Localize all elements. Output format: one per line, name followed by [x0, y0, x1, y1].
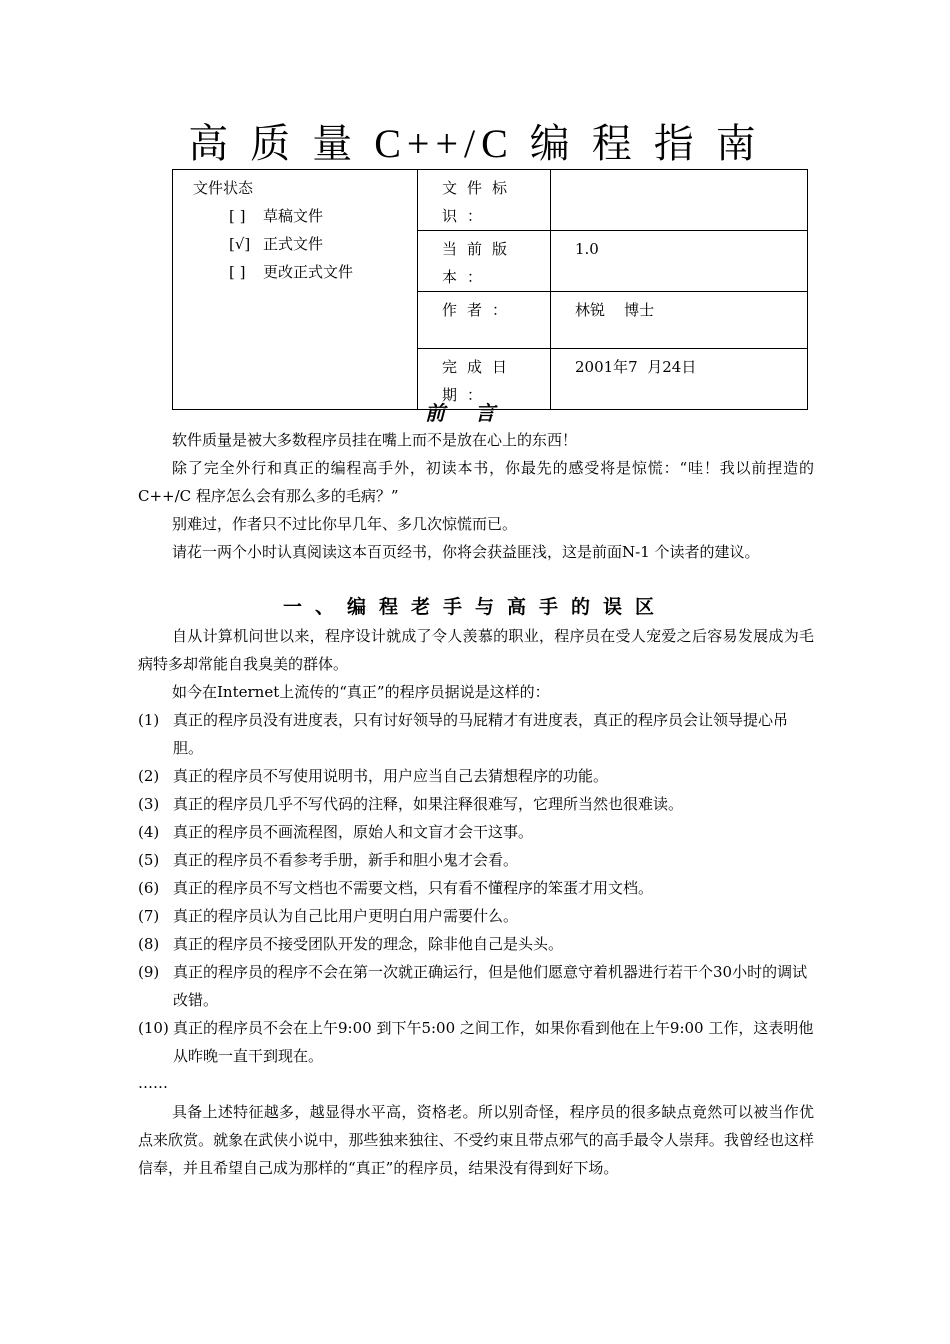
preface-paragraph: 请花一两个小时认真阅读这本百页经书，你将会获益匪浅，这是前面N-1 个读者的建议。	[172, 543, 760, 561]
list-item-number: (5)	[138, 851, 160, 869]
ellipsis: ……	[138, 1074, 168, 1092]
list-item	[138, 762, 814, 790]
list-item	[138, 1014, 814, 1070]
list-item-number: (4)	[138, 823, 160, 841]
preface-paragraph: 软件质量是被大多数程序员挂在嘴上而不是放在心上的东西！	[172, 431, 578, 449]
date-label: 完成日期：	[418, 349, 551, 410]
list-item-number: (1)	[138, 711, 160, 729]
list-item	[138, 930, 814, 958]
list-item-text: 真正的程序员的程序不会在第一次就正确运行，但是他们愿意守着机器进行若干个30小时的调试改错。	[173, 963, 808, 1009]
list-item-text: 真正的程序员几乎不写代码的注释，如果注释很难写，它理所当然也很难读。	[173, 795, 684, 813]
list-item-number: (6)	[138, 879, 160, 897]
list-item	[138, 818, 814, 846]
file-status-title: 文件状态	[193, 179, 254, 197]
document-title: 高 质 量 C++/C 编 程 指 南	[188, 121, 762, 166]
document-info-table	[172, 169, 808, 410]
status-checkbox: [ ]	[229, 207, 246, 225]
list-item-text: 真正的程序员不接受团队开发的理念，除非他自己是头头。	[173, 935, 564, 953]
status-option-draft	[193, 202, 417, 230]
preface-heading: 前言	[425, 401, 525, 425]
closing-paragraph: 具备上述特征越多，越显得水平高，资格老。所以别奇怪，程序员的很多缺点竟然可以被当作优点来欣赏。就象在武侠小说中，那些独来独往、不受约束且带点邪气的高手最令人崇拜。我曾经也这样信奉，并且希望自己成为那样的“真正”的程序员，结果没有得到好下场。	[138, 1103, 814, 1177]
author-label: 作者：	[418, 292, 551, 349]
preface-paragraph: 别难过，作者只不过比你早几年、多几次惊慌而已。	[172, 515, 518, 533]
file-status-cell	[173, 170, 418, 410]
version-label: 当前版本：	[418, 231, 551, 292]
list-item-number: (2)	[138, 767, 160, 785]
status-option-formal	[193, 230, 417, 258]
file-id-value	[551, 170, 808, 231]
real-programmer-list	[138, 706, 814, 1070]
list-item-text: 真正的程序员没有进度表，只有讨好领导的马屁精才有进度表，真正的程序员会让领导提心吊胆。	[173, 711, 789, 757]
list-item-number: (3)	[138, 795, 160, 813]
list-item	[138, 790, 814, 818]
list-item-number: (9)	[138, 963, 160, 981]
section-intro-paragraph: 如今在Internet上流传的“真正”的程序员据说是这样的：	[172, 683, 550, 701]
list-item	[138, 874, 814, 902]
list-item-text: 真正的程序员不写使用说明书，用户应当自己去猜想程序的功能。	[173, 767, 609, 785]
date-value: 2001年7 月24日	[551, 349, 808, 410]
preface-paragraph: 除了完全外行和真正的编程高手外，初读本书，你最先的感受将是惊慌：“哇！我以前捏造的C++/C 程序怎么会有那么多的毛病？”	[138, 459, 814, 505]
list-item	[138, 846, 814, 874]
list-item	[138, 958, 814, 1014]
status-checkbox: [√]	[229, 235, 251, 253]
list-item	[138, 706, 814, 762]
list-item-text: 真正的程序员不写文档也不需要文档，只有看不懂程序的笨蛋才用文档。	[173, 879, 654, 897]
status-option-label: 正式文件	[263, 235, 324, 253]
author-value: 林锐 博士	[551, 292, 808, 349]
status-checkbox: [ ]	[229, 263, 246, 281]
file-id-label: 文件标识：	[418, 170, 551, 231]
list-item-text: 真正的程序员不看参考手册，新手和胆小鬼才会看。	[173, 851, 519, 869]
section-intro-paragraph: 自从计算机问世以来，程序设计就成了令人羡慕的职业，程序员在受人宠爱之后容易发展成为毛病特多却常能自我臭美的群体。	[138, 627, 814, 673]
version-value: 1.0	[551, 231, 808, 292]
list-item-text: 真正的程序员不画流程图，原始人和文盲才会干这事。	[173, 823, 534, 841]
list-item-number: (8)	[138, 935, 160, 953]
list-item-text: 真正的程序员认为自己比用户更明白用户需要什么。	[173, 907, 519, 925]
section-heading: 一、编程老手与高手的误区	[282, 596, 667, 618]
list-item-text: 真正的程序员不会在上午9:00 到下午5:00 之间工作，如果你看到他在上午9:00 工作，这表明他从昨晚一直干到现在。	[173, 1019, 814, 1065]
status-option-label: 更改正式文件	[263, 263, 354, 281]
status-option-revised	[193, 258, 417, 286]
list-item-number: (10)	[138, 1019, 169, 1037]
list-item-number: (7)	[138, 907, 160, 925]
status-option-label: 草稿文件	[263, 207, 324, 225]
list-item	[138, 902, 814, 930]
